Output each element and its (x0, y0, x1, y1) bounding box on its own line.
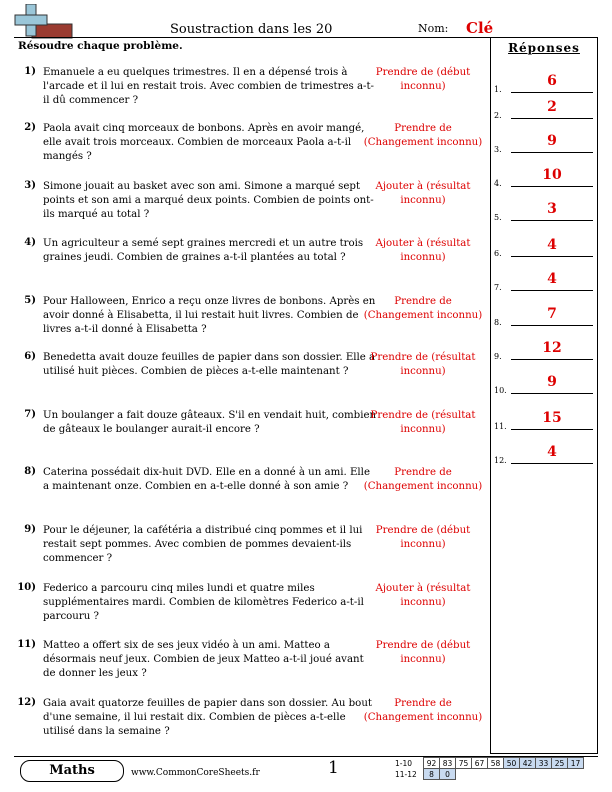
answer-number: 4. (494, 179, 502, 188)
question-text: Pour Halloween, Enrico a reçu onze livres de bonbons. Après en avoir donné à Elisabetta, il lui restait huit livres. Combien de livres a-t-il donné à Elisabetta ? (43, 296, 376, 335)
question-text: Caterina possédait dix-huit DVD. Elle en a donné à un ami. Elle a maintenant onze. Combien en a-t-elle donné à son amie ? (43, 467, 370, 492)
score-cell: 50 (504, 758, 520, 769)
question-type: Ajouter à (résultat inconnu) (375, 238, 471, 263)
answer-value: 9 (547, 374, 557, 390)
answer-number: 6. (494, 249, 502, 258)
question-number: 5) (24, 295, 36, 306)
question-type: Prendre de (début inconnu) (375, 67, 471, 92)
question-text: Matteo a offert six de ses jeux vidéo à un ami. Matteo a désormais neuf jeux. Combien de jeux Matteo a-t-il joué avant de donner les jeux ? (43, 640, 364, 679)
question-number: 4) (24, 237, 36, 248)
question-number: 12) (17, 697, 36, 708)
answer-value: 4 (547, 444, 557, 460)
answer-value: 15 (542, 410, 562, 426)
answer-line (511, 359, 593, 360)
answer-value: 12 (542, 340, 562, 356)
page-number: 1 (328, 758, 339, 778)
score-cell: 83 (440, 758, 456, 769)
answer-value: 9 (547, 133, 557, 149)
score-cell: 58 (488, 758, 504, 769)
page-title: Soustraction dans les 20 (170, 22, 333, 37)
score-row (395, 758, 584, 769)
answer-line (511, 463, 593, 464)
question-text: Un boulanger a fait douze gâteaux. S'il en vendait huit, combien de gâteaux le boulanger aurait-il encore ? (43, 410, 377, 435)
answer-number: 5. (494, 213, 502, 222)
answer-number: 8. (494, 318, 502, 327)
question-text: Emanuele a eu quelques trimestres. Il en a dépensé trois à l'arcade et il lui en restait trois. Avec combien de trimestres a-t-il dû commencer ? (43, 67, 374, 106)
instructions: Résoudre chaque problème. (18, 40, 183, 52)
question-number: 6) (24, 351, 36, 362)
question-text: Paola avait cinq morceaux de bonbons. Après en avoir mangé, elle avait trois morceaux. Combien de morceaux Paola a-t-il mangés ? (43, 123, 365, 162)
answer-value: 4 (547, 271, 557, 287)
question-type: Prendre de (Changement inconnu) (363, 698, 483, 723)
answer-number: 3. (494, 145, 502, 154)
answer-number: 9. (494, 352, 502, 361)
question-text: Federico a parcouru cinq miles lundi et quatre miles supplémentaires mardi. Combien de kilomètres Federico a-t-il parcouru ? (43, 583, 364, 622)
header-divider (14, 37, 490, 38)
score-cell: 42 (520, 758, 536, 769)
answer-number: 7. (494, 283, 502, 292)
question-number: 8) (24, 466, 36, 477)
answer-value: 3 (547, 201, 557, 217)
score-row-label: 1-10 (395, 758, 413, 768)
question-type: Prendre de (début inconnu) (375, 640, 471, 665)
score-cell: 92 (424, 758, 440, 769)
answer-number: 10. (494, 386, 507, 395)
question-type: Ajouter à (résultat inconnu) (375, 181, 471, 206)
score-cell: 75 (456, 758, 472, 769)
score-cell: 8 (424, 769, 440, 780)
answer-value: 2 (547, 99, 557, 115)
answer-value: 10 (542, 167, 562, 183)
question-number: 3) (24, 180, 36, 191)
question-text: Simone jouait au basket avec son ami. Simone a marqué sept points et son ami a marqué deux points. Combien de points ont-ils marqué au total ? (43, 181, 374, 220)
answer-line (511, 325, 593, 326)
name-label: Nom: (418, 22, 449, 35)
score-cell: 17 (568, 758, 584, 769)
question-text: Pour le déjeuner, la cafétéria a distribué cinq pommes et il lui restait sept pommes. Avec combien de pommes devaient-ils commencer ? (43, 525, 363, 564)
answer-line (511, 429, 593, 430)
score-cell: 0 (440, 769, 456, 780)
question-number: 10) (17, 582, 36, 593)
answer-line (511, 220, 593, 221)
question-type: Prendre de (Changement inconnu) (363, 123, 483, 148)
answer-line (511, 186, 593, 187)
question-text: Gaia avait quatorze feuilles de papier dans son dossier. Au bout d'une semaine, il lui restait dix. Combien de pièces a-t-elle utilisé dans la semaine ? (43, 698, 372, 737)
question-type: Prendre de (résultat inconnu) (370, 410, 476, 435)
answer-line (511, 256, 593, 257)
answer-line (511, 118, 593, 119)
question-type: Prendre de (Changement inconnu) (363, 467, 483, 492)
question-text: Un agriculteur a semé sept graines mercredi et un autre trois graines jeudi. Combien de graines a-t-il plantées au total ? (43, 238, 364, 263)
question-type: Prendre de (résultat inconnu) (370, 352, 476, 377)
question-type: Ajouter à (résultat inconnu) (375, 583, 471, 608)
score-cell: 33 (536, 758, 552, 769)
answer-line (511, 290, 593, 291)
question-type: Prendre de (début inconnu) (375, 525, 471, 550)
name-value: Clé (466, 19, 494, 37)
score-row (395, 769, 584, 780)
answer-line (511, 92, 593, 93)
question-type: Prendre de (Changement inconnu) (363, 296, 483, 321)
question-number: 11) (17, 639, 36, 650)
score-row-label: 11-12 (395, 769, 417, 779)
answer-line (511, 393, 593, 394)
answer-number: 12. (494, 456, 507, 465)
score-cell: 67 (472, 758, 488, 769)
website-link[interactable]: www.CommonCoreSheets.fr (131, 768, 260, 778)
answer-value: 7 (547, 306, 557, 322)
answer-value: 6 (547, 73, 557, 89)
answers-heading (490, 41, 598, 55)
question-text: Benedetta avait douze feuilles de papier dans son dossier. Elle a utilisé huit pièces. Combien de pièces a-t-elle maintenant ? (43, 352, 376, 377)
score-cell: 25 (552, 758, 568, 769)
answers-heading-label: Réponses (508, 41, 580, 55)
answer-line (511, 152, 593, 153)
answer-number: 1. (494, 85, 502, 94)
answer-number: 11. (494, 422, 507, 431)
answer-value: 4 (547, 237, 557, 253)
question-number: 2) (24, 122, 36, 133)
question-number: 7) (24, 409, 36, 420)
score-table (395, 757, 584, 780)
answer-number: 2. (494, 111, 502, 120)
question-number: 9) (24, 524, 36, 535)
subject-badge: Maths (20, 760, 124, 782)
question-number: 1) (24, 66, 36, 77)
